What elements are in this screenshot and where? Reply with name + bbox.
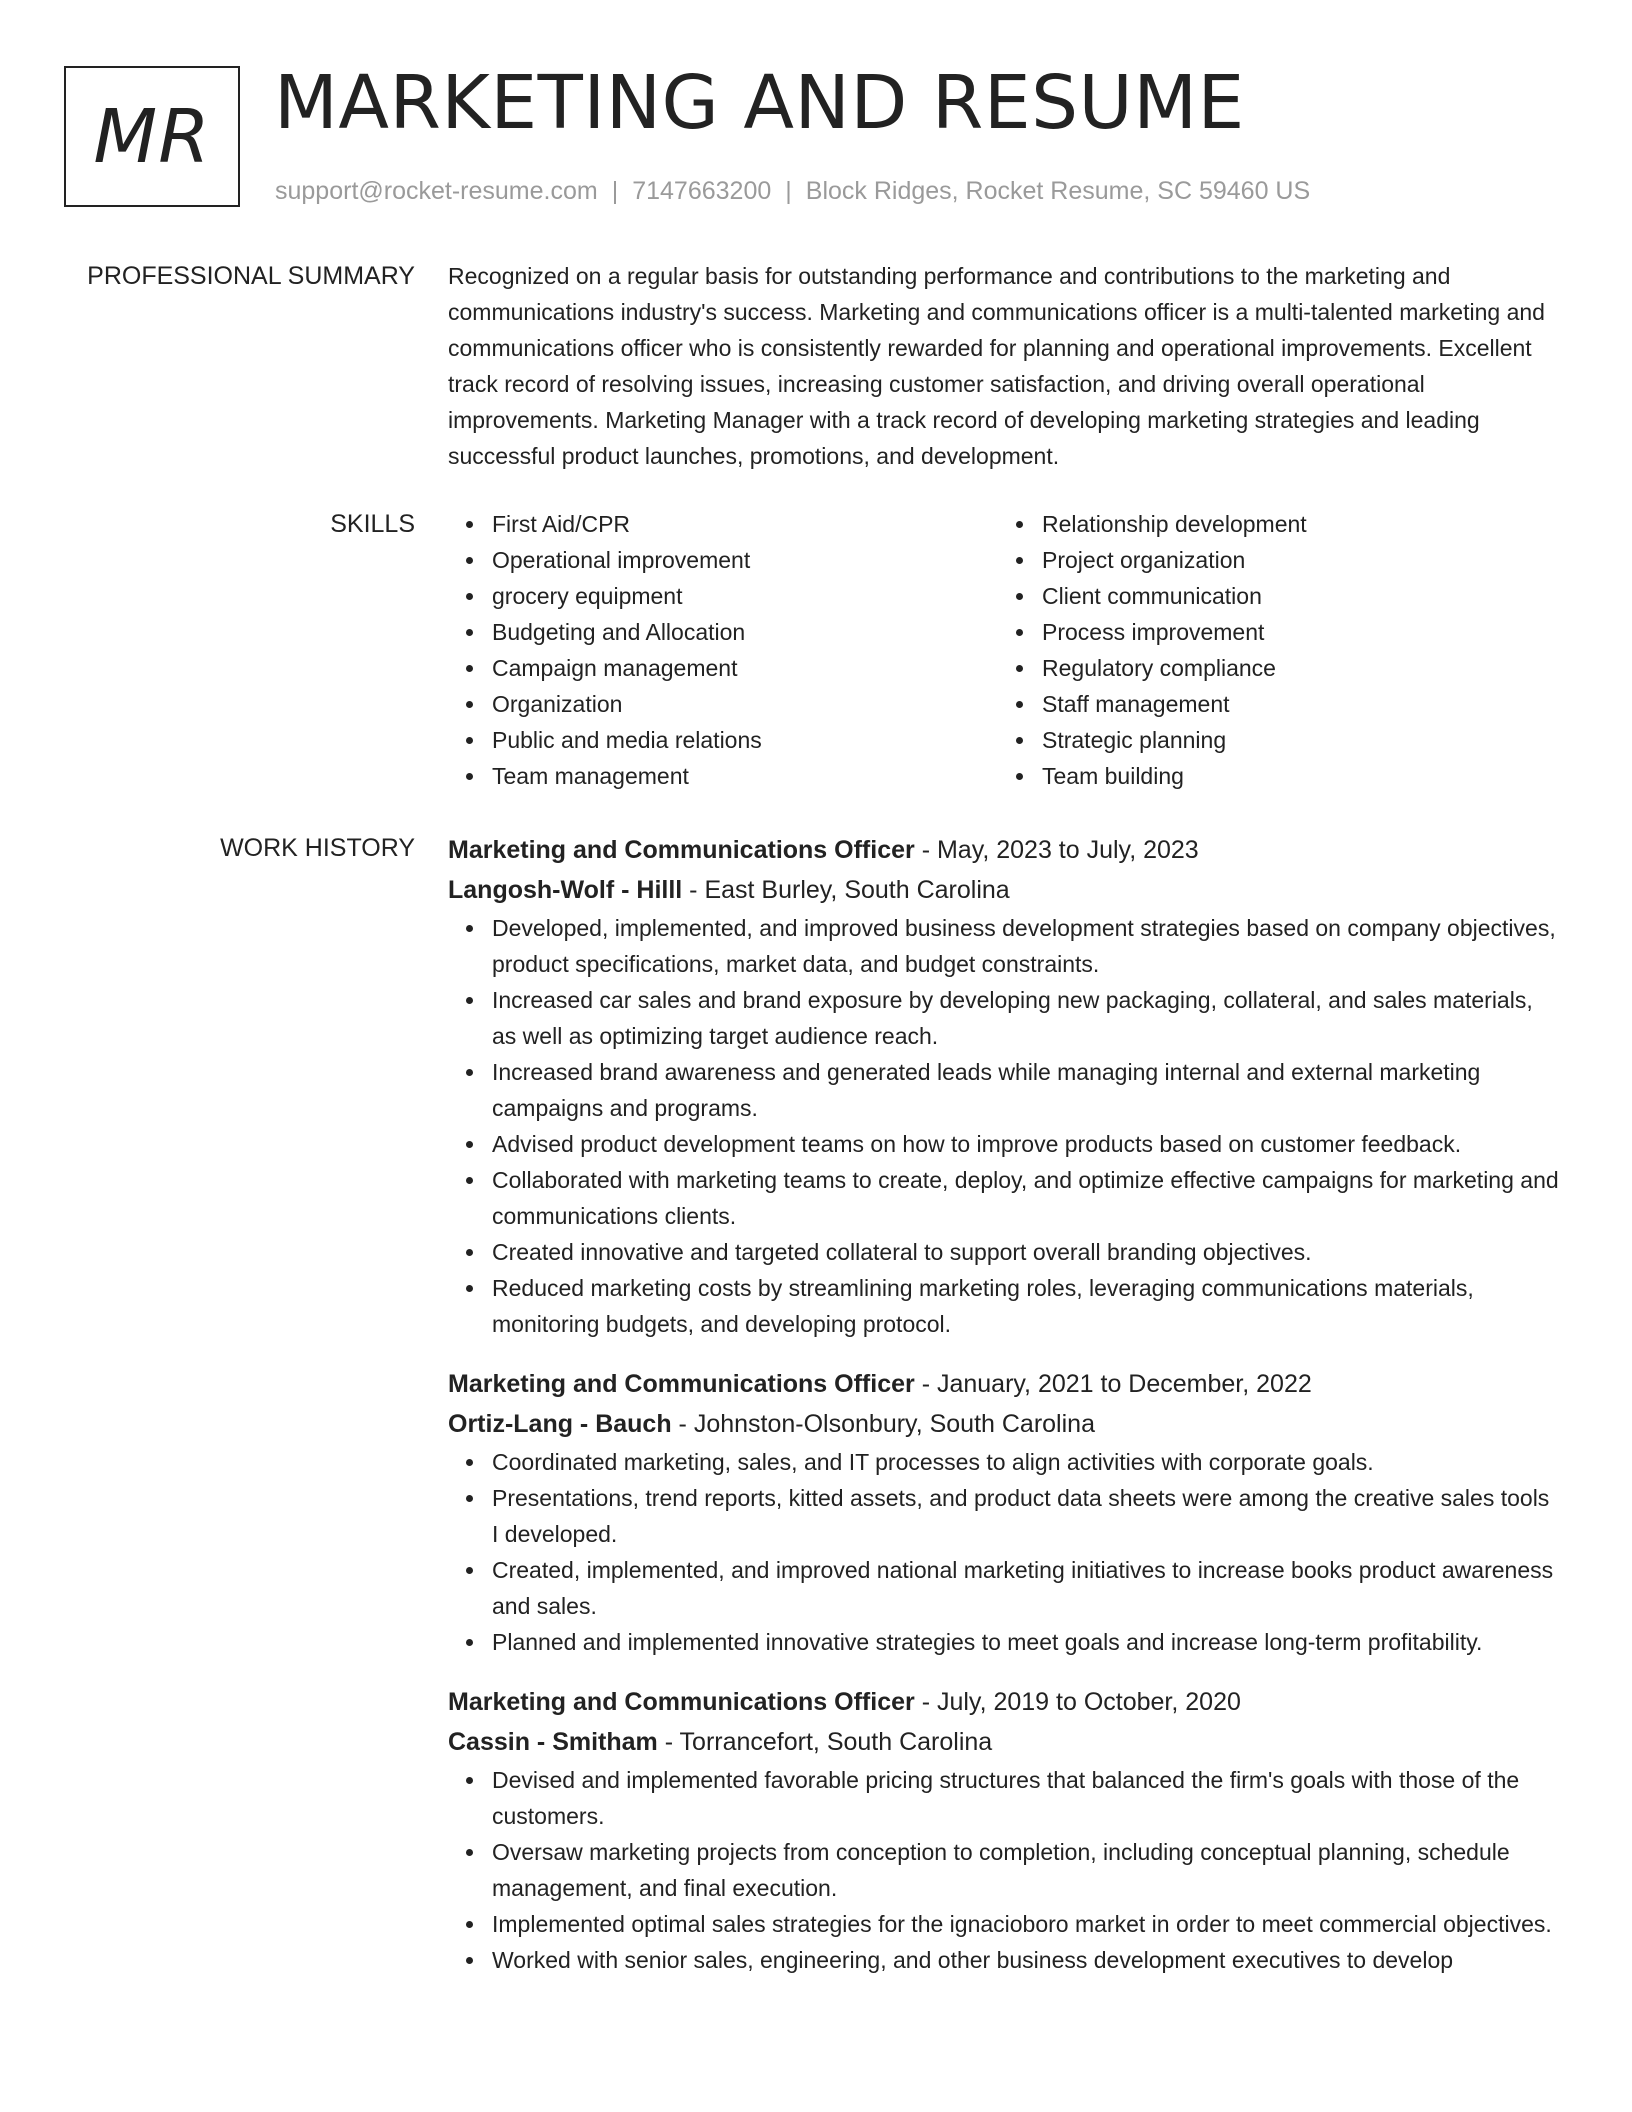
job-dates: - July, 2019 to October, 2020 — [914, 1688, 1241, 1716]
summary-text: Recognized on a regular basis for outstanding performance and contributions to the marketing and communications industry's success. Marketing and communications officer is a multi-talented marketing and communications officer who is consistently rewarded for planning and operational improvements. Excellent track record of resolving issues, increasing customer satisfaction, and driving overall operational improvements. Marketing Manager with a track record of developing marketing strategies and leading successful product launches, promotions, and development. — [448, 263, 1545, 469]
skills-list-right — [998, 506, 1548, 794]
monogram-box — [64, 66, 240, 207]
job-bullet: Increased brand awareness and generated leads while managing internal and external marketing campaigns and programs. — [492, 1054, 1560, 1126]
job-entry — [448, 1364, 1560, 1660]
section-label-work-history: WORK HISTORY — [220, 834, 415, 862]
job-dates: - May, 2023 to July, 2023 — [914, 836, 1199, 864]
job-bullet: Worked with senior sales, engineering, and other business development executives to develop — [492, 1942, 1560, 1978]
skill-item: Organization — [492, 686, 998, 722]
job-company: Langosh-Wolf - Hilll — [448, 876, 683, 904]
job-bullet: Reduced marketing costs by streamlining marketing roles, leveraging communications materials, monitoring budgets, and developing protocol. — [492, 1270, 1560, 1342]
skill-item: Staff management — [1042, 686, 1548, 722]
contact-separator: | — [785, 177, 792, 205]
job-bullet: Oversaw marketing projects from conception to completion, including conceptual planning, schedule management, and final execution. — [492, 1834, 1560, 1906]
section-label-skills: SKILLS — [330, 510, 415, 538]
job-company-line — [448, 870, 1560, 910]
job-dates: - January, 2021 to December, 2022 — [914, 1370, 1312, 1398]
job-location: - Torrancefort, South Carolina — [657, 1728, 993, 1756]
skill-item: Budgeting and Allocation — [492, 614, 998, 650]
job-location: - East Burley, South Carolina — [682, 876, 1010, 904]
job-title: Marketing and Communications Officer — [448, 1688, 915, 1716]
job-title: Marketing and Communications Officer — [448, 1370, 915, 1398]
job-bullet-list — [448, 910, 1560, 1342]
contact-line — [275, 174, 1310, 208]
skill-item: Team management — [492, 758, 998, 794]
skill-item: Campaign management — [492, 650, 998, 686]
contact-phone: 7147663200 — [632, 177, 772, 205]
skills-list-left — [448, 506, 998, 794]
skill-item: Process improvement — [1042, 614, 1548, 650]
job-bullet: Developed, implemented, and improved business development strategies based on company objectives, product specifications, market data, and budget constraints. — [492, 910, 1560, 982]
skill-item: Project organization — [1042, 542, 1548, 578]
resume-name: MARKETING AND RESUME — [274, 60, 1245, 146]
job-company-line — [448, 1404, 1560, 1444]
job-bullet: Planned and implemented innovative strategies to meet goals and increase long-term profitability. — [492, 1624, 1560, 1660]
skill-item: Team building — [1042, 758, 1548, 794]
monogram-initials: MR — [93, 93, 211, 180]
job-location: - Johnston-Olsonbury, South Carolina — [671, 1410, 1095, 1438]
job-company: Ortiz-Lang - Bauch — [448, 1410, 672, 1438]
job-bullet: Created innovative and targeted collateral to support overall branding objectives. — [492, 1234, 1560, 1270]
contact-email: support@rocket-resume.com — [275, 177, 598, 205]
skills-body — [448, 506, 1560, 794]
skill-item: First Aid/CPR — [492, 506, 998, 542]
section-label-summary: PROFESSIONAL SUMMARY — [87, 262, 415, 290]
job-bullet-list — [448, 1762, 1560, 1978]
job-bullet: Coordinated marketing, sales, and IT processes to align activities with corporate goals. — [492, 1444, 1560, 1480]
job-title: Marketing and Communications Officer — [448, 836, 915, 864]
job-entry — [448, 1682, 1560, 1978]
job-bullet: Advised product development teams on how to improve products based on customer feedback. — [492, 1126, 1560, 1162]
job-bullet: Increased car sales and brand exposure by developing new packaging, collateral, and sales materials, as well as optimizing target audience reach. — [492, 982, 1560, 1054]
job-bullet: Created, implemented, and improved national marketing initiatives to increase books product awareness and sales. — [492, 1552, 1560, 1624]
skill-item: grocery equipment — [492, 578, 998, 614]
contact-address: Block Ridges, Rocket Resume, SC 59460 US — [805, 177, 1311, 205]
job-bullet: Collaborated with marketing teams to create, deploy, and optimize effective campaigns for marketing and communications clients. — [492, 1162, 1560, 1234]
job-company: Cassin - Smitham — [448, 1728, 658, 1756]
skill-item: Client communication — [1042, 578, 1548, 614]
skill-item: Strategic planning — [1042, 722, 1548, 758]
job-title-line — [448, 830, 1560, 870]
job-title-line — [448, 1682, 1560, 1722]
skill-item: Public and media relations — [492, 722, 998, 758]
summary-body — [448, 258, 1560, 474]
job-bullet-list — [448, 1444, 1560, 1660]
skill-item: Relationship development — [1042, 506, 1548, 542]
job-bullet: Presentations, trend reports, kitted assets, and product data sheets were among the creative sales tools I developed. — [492, 1480, 1560, 1552]
skill-item: Regulatory compliance — [1042, 650, 1548, 686]
job-title-line — [448, 1364, 1560, 1404]
job-company-line — [448, 1722, 1560, 1762]
job-entry — [448, 830, 1560, 1342]
contact-separator: | — [611, 177, 619, 205]
job-bullet: Devised and implemented favorable pricing structures that balanced the firm's goals with those of the customers. — [492, 1762, 1560, 1834]
skill-item: Operational improvement — [492, 542, 998, 578]
job-bullet: Implemented optimal sales strategies for the ignacioboro market in order to meet commercial objectives. — [492, 1906, 1560, 1942]
work-history-body — [448, 830, 1560, 2000]
